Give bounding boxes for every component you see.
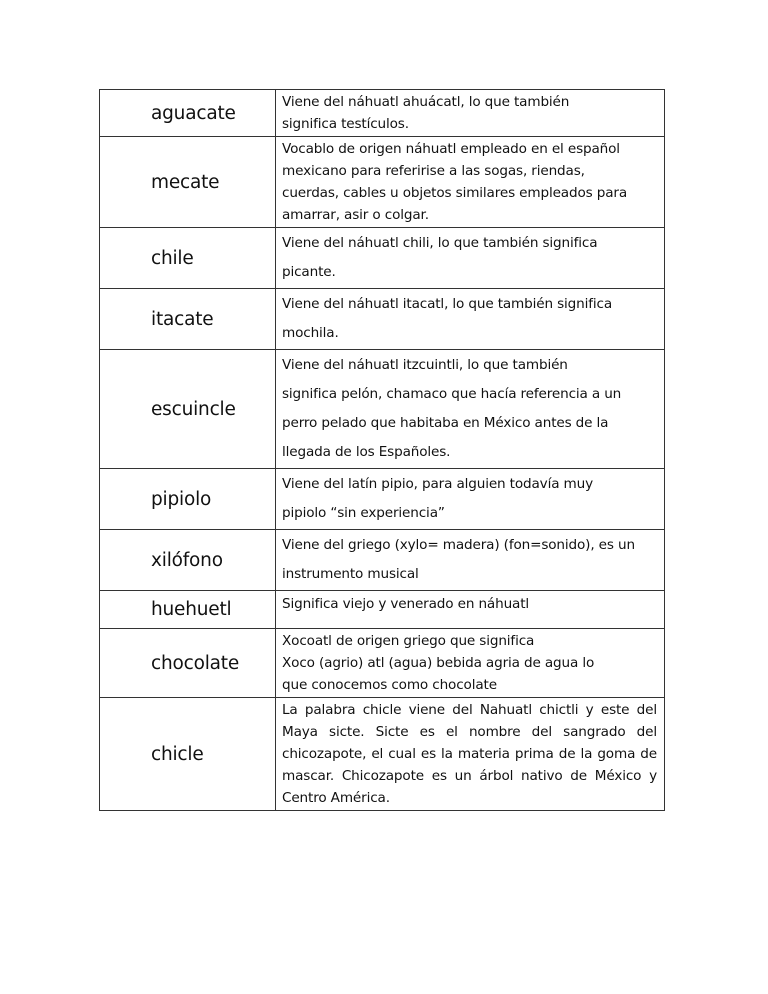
definition-cell: [276, 90, 665, 137]
definition-line: mexicano para referirise a las sogas, riendas,: [282, 163, 585, 179]
definition-line: picante.: [282, 264, 336, 280]
definition-line: mochila.: [282, 325, 339, 341]
definition-line: amarrar, asir o colgar.: [282, 207, 429, 223]
table-row: [100, 228, 665, 289]
table-row: [100, 350, 665, 469]
table-row: [100, 137, 665, 228]
term-cell: chicle: [100, 698, 276, 811]
table-row: [100, 530, 665, 591]
definition-line: Xoco (agrio) atl (agua) bebida agria de agua lo: [282, 655, 595, 671]
definition-line: que conocemos como chocolate: [282, 677, 497, 693]
table-row: [100, 469, 665, 530]
definition-cell: [276, 228, 665, 289]
glossary-table: [99, 89, 665, 811]
definition-line: Viene del latín pipio, para alguien todavía muy: [282, 476, 594, 492]
definition-line: Xocoatl de origen griego que significa: [282, 633, 535, 649]
term-cell: aguacate: [100, 90, 276, 137]
definition-cell: [276, 469, 665, 530]
definition-line: significa testículos.: [282, 116, 409, 132]
table-row: [100, 629, 665, 698]
definition-line: Viene del griego (xylo= madera) (fon=sonido), es un: [282, 537, 635, 553]
definition-line: instrumento musical: [282, 566, 419, 582]
table-row: [100, 289, 665, 350]
definition-line: Vocablo de origen náhuatl empleado en el español: [282, 141, 620, 157]
definition-cell: [276, 530, 665, 591]
definition-line: llegada de los Españoles.: [282, 444, 451, 460]
table-row: [100, 591, 665, 629]
definition-cell: [276, 289, 665, 350]
definition-line: pipiolo “sin experiencia”: [282, 505, 445, 521]
term-cell: escuincle: [100, 350, 276, 469]
definition-line: significa pelón, chamaco que hacía referencia a un: [282, 386, 622, 402]
definition-line: Viene del náhuatl ahuácatl, lo que también: [282, 94, 570, 110]
term-cell: chile: [100, 228, 276, 289]
definition-line: Viene del náhuatl chili, lo que también significa: [282, 235, 598, 251]
definition-line: perro pelado que habitaba en México antes de la: [282, 415, 609, 431]
term-cell: pipiolo: [100, 469, 276, 530]
definition-line: Viene del náhuatl itacatl, lo que también significa: [282, 296, 613, 312]
table-row: [100, 90, 665, 137]
definition-cell: [276, 591, 665, 629]
table-row: [100, 698, 665, 811]
definition-line: Viene del náhuatl itzcuintli, lo que también: [282, 357, 568, 373]
definition-cell: [276, 350, 665, 469]
term-cell: mecate: [100, 137, 276, 228]
term-cell: xilófono: [100, 530, 276, 591]
term-cell: huehuetl: [100, 591, 276, 629]
definition-cell: [276, 137, 665, 228]
term-cell: chocolate: [100, 629, 276, 698]
definition-line: cuerdas, cables u objetos similares empleados para: [282, 185, 628, 201]
definition-paragraph: La palabra chicle viene del Nahuatl chictli y este del Maya sicte. Sicte es el nombre del sangrado del chicozapote, el cual es la materia prima de la goma de mascar. Chicozapote es un árbol nativo de México y Centro América.: [282, 702, 657, 806]
term-cell: itacate: [100, 289, 276, 350]
definition-cell: [276, 698, 665, 811]
definition-cell: [276, 629, 665, 698]
definition-line: Significa viejo y venerado en náhuatl: [282, 596, 530, 612]
